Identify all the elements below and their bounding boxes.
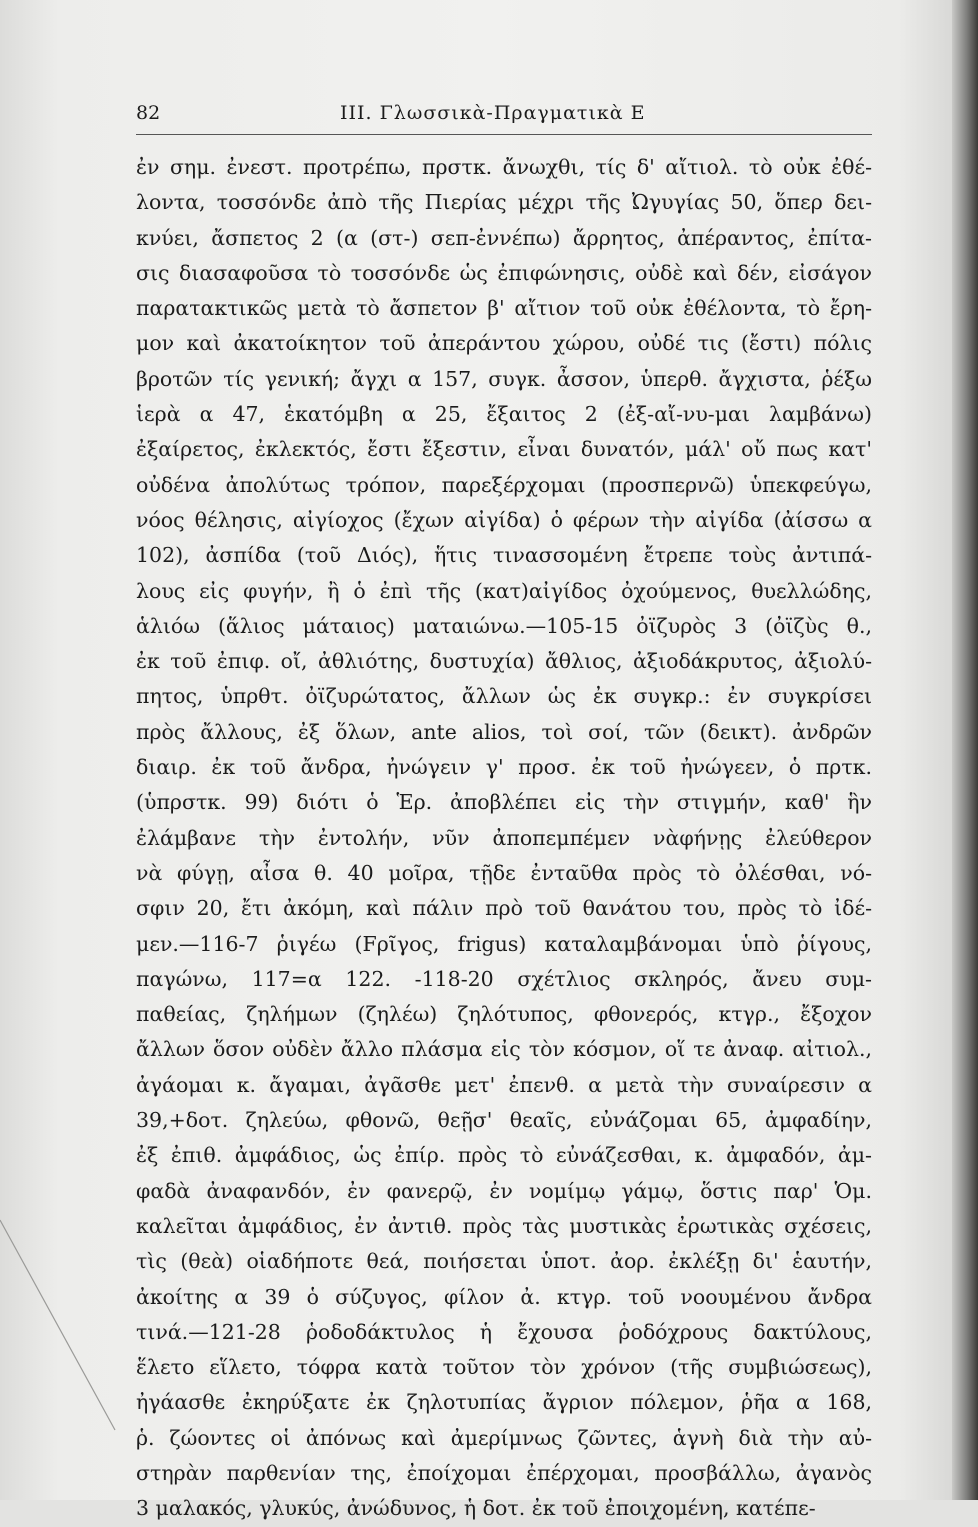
text-line: παγώνω, 117=α 122. -118-20 σχέτλιος σκληρός, ἄνευ συμ- [136,966,872,991]
text-line: πρὸς ἄλλους, ἐξ ὅλων, ante alios, τοὶ σοί, τῶν (δεικτ). ἀνδρῶν [136,719,872,744]
text-line: 102), ἀσπίδα (τοῦ Διός), ἥτις τινασσομένη ἔτρεπε τοὺς ἀντιπά- [136,543,872,568]
text-line: διαιρ. ἐκ τοῦ ἄνδρα, ἠνώγειν γ' προσ. ἐκ τοῦ ἠνώγεεν, ὁ πρτκ. [136,755,872,780]
text-line: λοντα, τοσσόνδε ἀπὸ τῆς Πιερίας μέχρι τῆς Ὠγυγίας 50, ὅπερ δει- [136,190,872,215]
text-line: ἀγάομαι κ. ἄγαμαι, ἀγᾶσθε μετ' ἐπενθ. α μετὰ τὴν συναίρεσιν α [136,1072,872,1097]
text-line: 39,+δοτ. ζηλεύω, φθονῶ, θεῇσ' θεαῖς, εὐνάζομαι 65, ἀμφαδίην, [136,1108,872,1133]
text-line: ἐκ τοῦ ἐπιφ. οἴ, ἀθλιότης, δυστυχία) ἄθλιος, ἀξιοδάκρυτος, ἀξιολύ- [136,649,872,674]
text-line: σφιν 20, ἔτι ἀκόμη, καὶ πάλιν πρὸ τοῦ θανάτου του, πρὸς τὸ ἰδέ- [136,896,872,921]
page-number: 82 [136,102,161,124]
text-line: παθείας, ζηλήμων (ζηλέω) ζηλότυπος, φθονερός, κτγρ., ἔξοχον [136,1002,872,1027]
text-line: νόος θέλησις, αἰγίοχος (ἔχων αἰγίδα) ὁ φέρων τὴν αἰγίδα (ἀίσσω α [136,507,872,532]
running-head: III. Γλωσσικὰ-Πραγματικὰ Ε [340,102,646,124]
text-line: σις διασαφοῦσα τὸ τοσσόνδε ὡς ἐπιφώνησις, οὐδὲ καὶ δέν, εἰσάγον [136,260,872,285]
page-crease-mark [0,1190,120,1440]
text-line: ἱερὰ α 47, ἑκατόμβη α 25, ἔξαιτος 2 (ἐξ-αἴ-νυ-μαι λαμβάνω) [136,402,872,427]
text-line: καλεῖται ἀμφάδιος, ἐν ἀντιθ. πρὸς τὰς μυστικὰς ἐρωτικὰς σχέσεις, [136,1213,872,1238]
text-line: 3 μαλακός, γλυκύς, ἀνώδυνος, ἡ δοτ. ἐκ τοῦ ἐποιχομένη, κατέπε- [136,1496,816,1521]
text-line: λους εἰς φυγήν, ἢ ὁ ἐπὶ τῆς (κατ)αἰγίδος ὀχούμενος, θυελλώδης, [136,578,872,603]
text-line: νὰ φύγῃ, αἶσα θ. 40 μοῖρα, τῇδε ἐνταῦθα πρὸς τὸ ὀλέσθαι, νό- [136,860,872,885]
book-spine-edge [952,0,978,1500]
text-line: τὶς (θεὰ) οἱαδήποτε θεά, ποιήσεται ὑποτ. ἀορ. ἐκλέξῃ δι' ἑαυτήν, [136,1249,872,1274]
text-line: ῥ. ζώοντες οἱ ἀπόνως καὶ ἀμερίμνως ζῶντες, ἁγνὴ διὰ τὴν αὐ- [136,1425,872,1450]
text-line: παρατακτικῶς μετὰ τὸ ἄσπετον β' αἴτιον τοῦ οὐκ ἐθέλοντα, τὸ ἔρη- [136,296,872,321]
text-line: (ὑπρστκ. 99) διότι ὁ Ἑρ. ἀποβλέπει εἰς τὴν στιγμήν, καθ' ἣν [136,790,872,815]
text-line: ἁλιόω (ἅλιος μάταιος) ματαιώνω.—105-15 ὀϊζυρὸς 3 (ὀϊζὺς θ., [136,613,872,638]
text-line: μον καὶ ἀκατοίκητον τοῦ ἀπεράντου χώρου, οὐδέ τις (ἔστι) πόλις [136,331,872,356]
text-line: οὐδένα ἀπολύτως τρόπον, παρεξέρχομαι (προσπερνῶ) ὑπεκφεύγω, [136,472,872,497]
page-header [136,100,872,135]
text-line: φαδὰ ἀναφανδόν, ἐν φανερῷ, ἐν νομίμῳ γάμῳ, ὅστις παρ' Ὁμ. [136,1178,872,1203]
text-line: ἄλλων ὅσον οὐδὲν ἄλλο πλάσμα εἰς τὸν κόσμον, οἵ τε ἀναφ. αἰτιολ., [136,1037,872,1062]
text-line: ἐλάμβανε τὴν ἐντολήν, νῦν ἀποπεμπέμεν νὰφήνῃς ἐλεύθερον [136,825,872,850]
commentary-text [136,150,872,1527]
crease-line [0,1220,115,1430]
text-line: ἐν σημ. ἐνεστ. προτρέπω, πρστκ. ἄνωχθι, τίς δ' αἴτιολ. τὸ οὐκ ἐθέ- [136,155,872,179]
text-line: μεν.—116-7 ῥιγέω (Fρῖγος, frigus) καταλαμβάνομαι ὑπὸ ῥίγους, [136,931,872,956]
text-line: βροτῶν τίς γενική; ἄγχι α 157, συγκ. ἆσσον, ὑπερθ. ἄγχιστα, ῥέξω [136,366,872,391]
text-line: πητος, ὑπρθτ. ὀϊζυρώτατος, ἄλλων ὡς ἐκ συγκρ.: ἐν συγκρίσει [136,684,872,709]
text-line: ἕλετο εἵλετο, τόφρα κατὰ τοῦτον τὸν χρόνον (τῆς συμβιώσεως), [136,1355,872,1380]
text-line: τινά.—121-28 ῥοδοδάκτυλος ἡ ἔχουσα ῥοδόχρους δακτύλους, [136,1319,872,1344]
text-line: ἠγάασθε ἐκηρύξατε ἐκ ζηλοτυπίας ἄγριον πόλεμον, ῥῆα α 168, [136,1390,872,1415]
text-line: ἀκοίτης α 39 ὁ σύζυγος, φίλον ἀ. κτγρ. τοῦ νοουμένου ἄνδρα [136,1284,872,1309]
text-line: κνύει, ἄσπετος 2 (α (στ-) σεπ-ἐννέπω) ἄρρητος, ἀπέραντος, ἐπίτα- [136,225,872,250]
text-line: στηρὰν παρθενίαν της, ἐποίχομαι ἐπέρχομαι, προσβάλλω, ἀγανὸς [136,1460,872,1485]
text-line: ἐξ ἐπιθ. ἀμφάδιος, ὡς ἐπίρ. πρὸς τὸ εὐνάζεσθαι, κ. ἀμφαδόν, ἀμ- [136,1143,872,1168]
text-line: ἐξαίρετος, ἐκλεκτός, ἔστι ἔξεστιν, εἶναι δυνατόν, μάλ' οὔ πως κατ' [136,437,872,462]
